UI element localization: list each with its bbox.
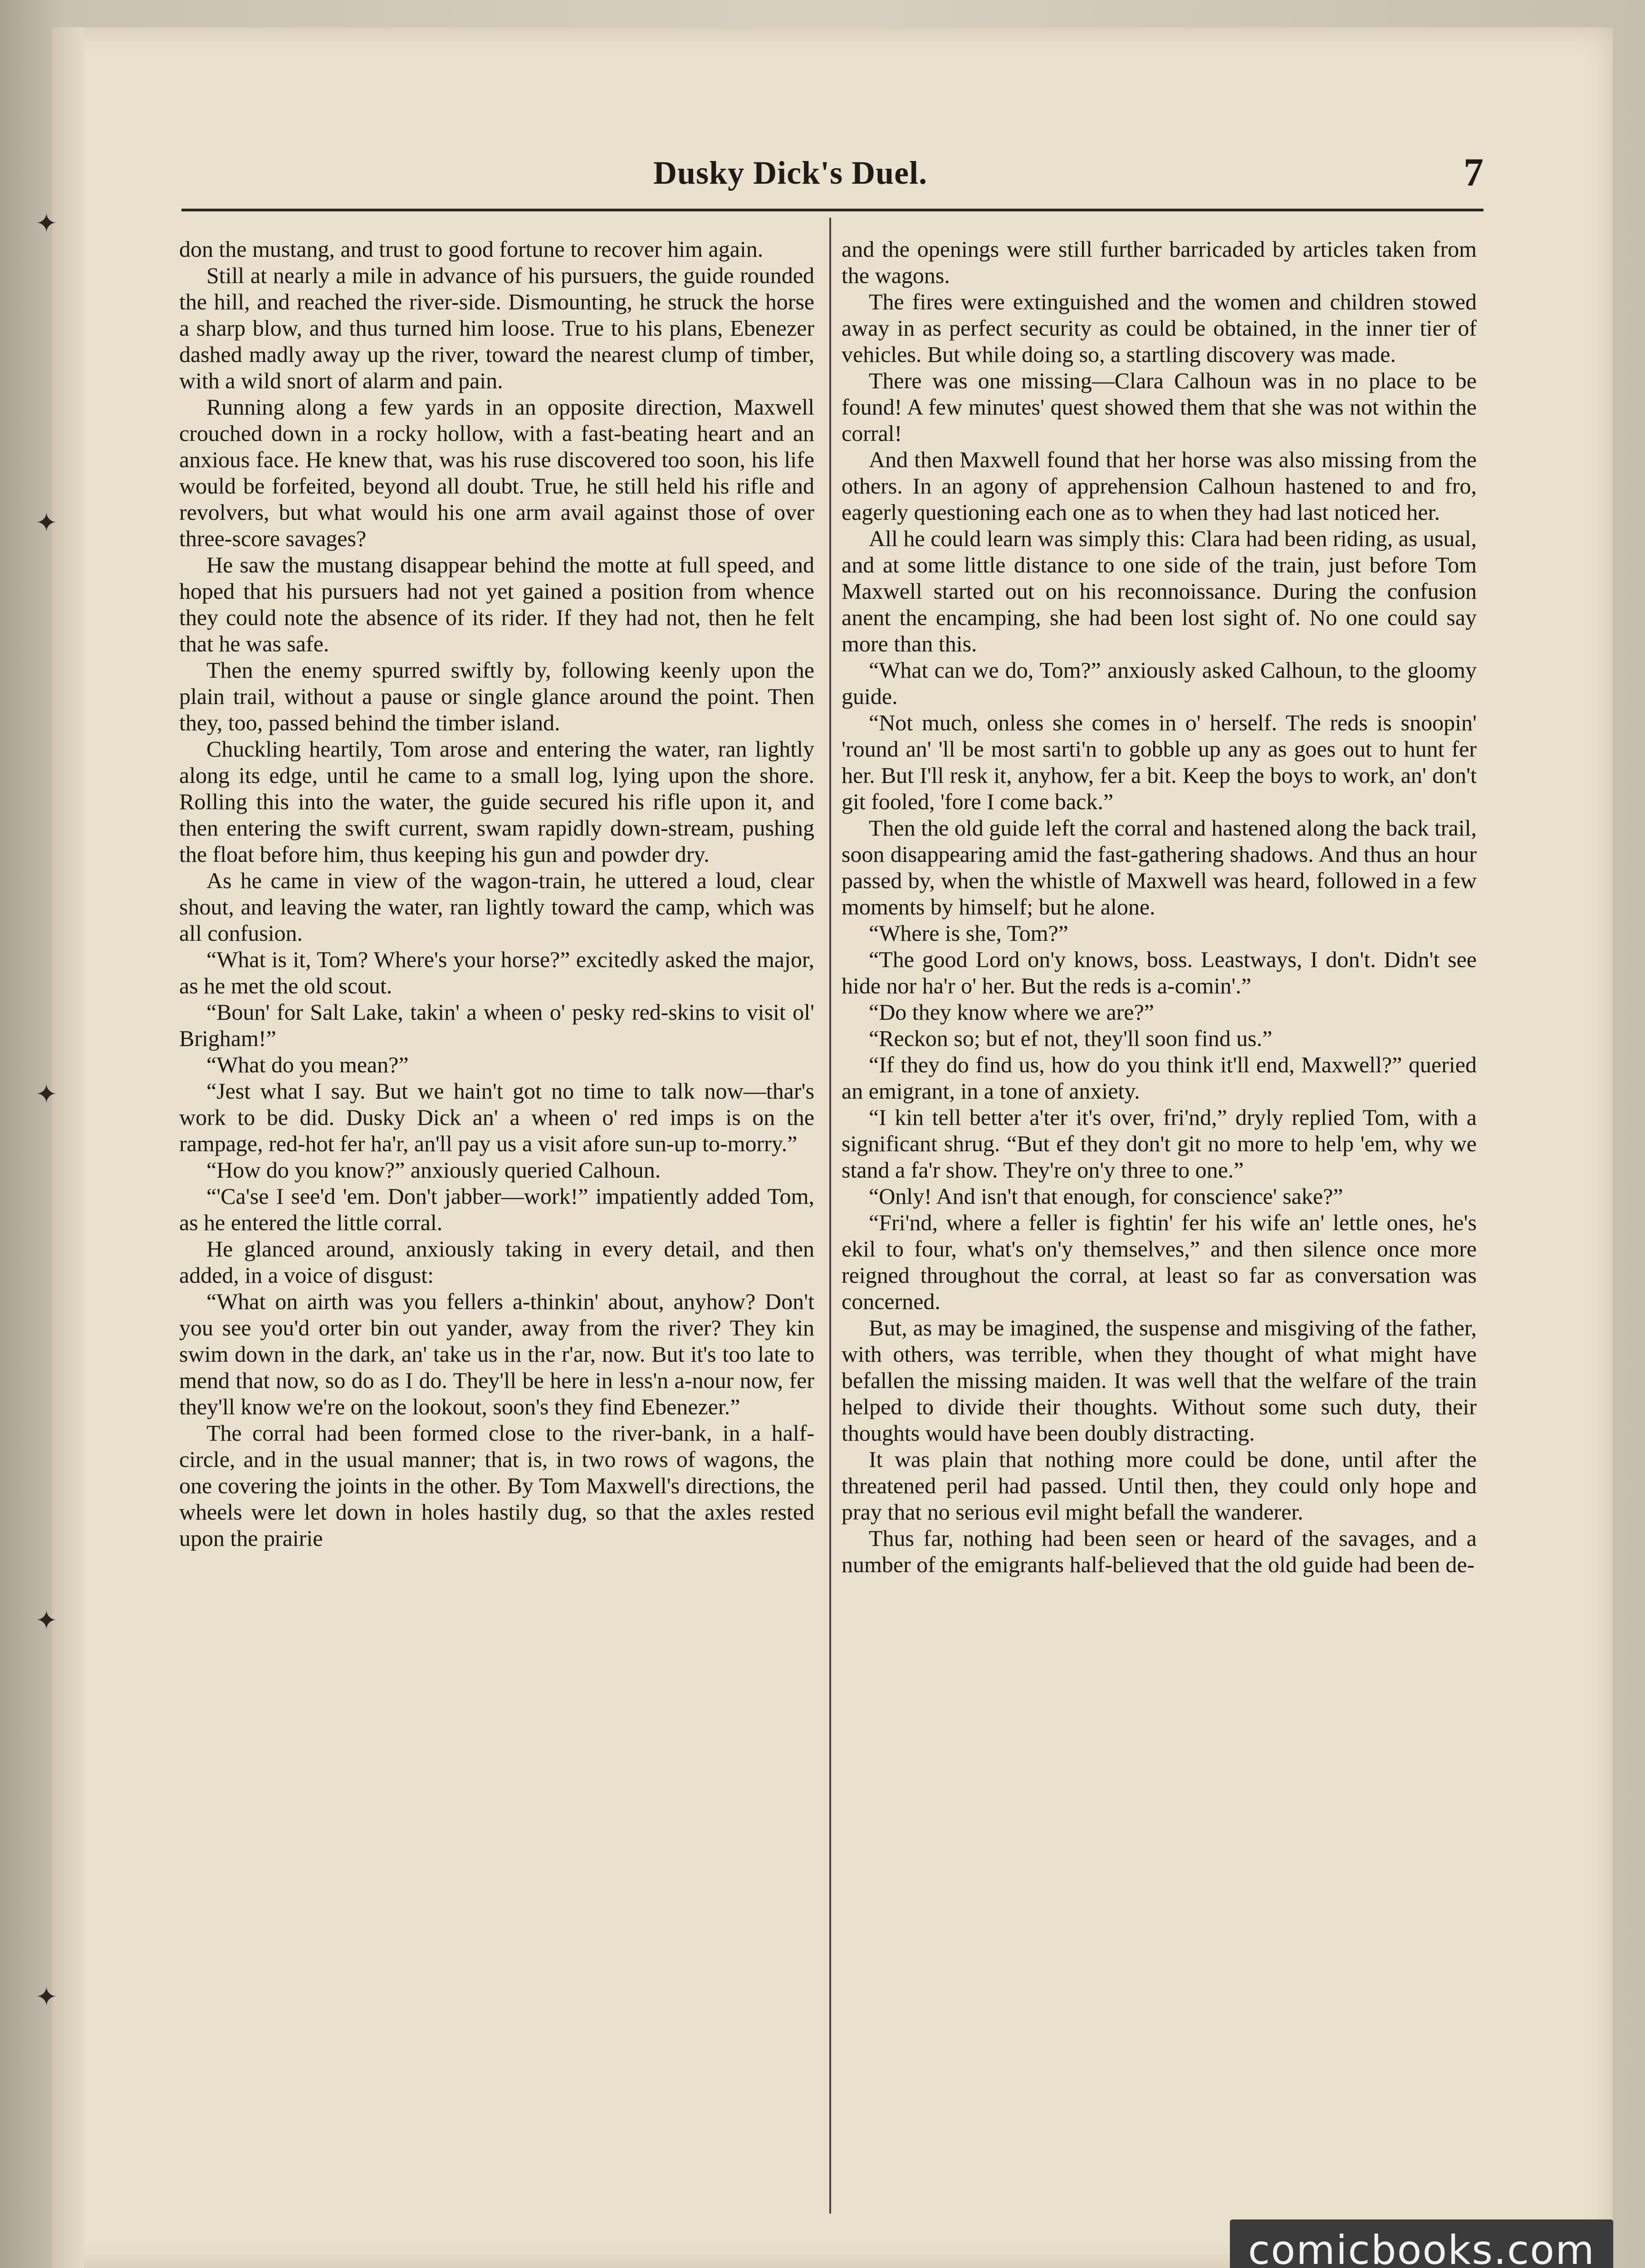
paragraph: “If they do find us, how do you think it'll end, Maxwell?” queried an emigrant, in a tone of anxiety. [842,1052,1477,1104]
paragraph: “Do they know where we are?” [869,999,1154,1025]
binding-stitch-icon: ✦ [35,1079,58,1110]
paragraph: Then the old guide left the corral and hastened along the back trail, soon disappearing amid the fast-gathering shadows. And thus an hour passed by, when the whistle of Maxwell was heard, followed in a few moments by himself; but he alone. [842,815,1477,919]
paragraph: The fires were extinguished and the women and children stowed away in as perfect security as could be obtained, in the inner tier of vehicles. But while doing so, a startling discovery was made. [842,289,1477,367]
paragraph: But, as may be imagined, the suspense and misgiving of the father, with others, was terrible, when they thought of what might have befallen the missing maiden. It was well that the welfare of the train helped to divide their thoughts. Without some such duty, their thoughts would have been doubly distracting. [842,1315,1477,1446]
paragraph: don the mustang, and trust to good fortune to recover him again. [179,236,764,262]
paragraph: and the openings were still further barricaded by articles taken from the wagons. [842,236,1477,288]
paragraph: “Not much, onless she comes in o' herself. The reds is snoopin' 'round an' 'll be most sarti'n to gobble up any as goes out to hunt fer her. But I'll resk it, anyhow, fer a bit. Keep the boys to work, an' don't git fooled, 'fore I come back.” [842,710,1477,814]
page-binding [52,27,84,2268]
paragraph: “'Ca'se I see'd 'em. Don't jabber—work!” impatiently added Tom, as he entered the little corral. [179,1183,814,1235]
left-column [179,236,814,2186]
paragraph: He glanced around, anxiously taking in every detail, and then added, in a voice of disgust: [179,1236,814,1288]
header-rule [181,209,1483,211]
paragraph: “What can we do, Tom?” anxiously asked Calhoun, to the gloomy guide. [842,657,1477,709]
paragraph: There was one missing—Clara Calhoun was in no place to be found! A few minutes' quest showed them that she was not within the corral! [842,368,1477,446]
right-column [842,236,1477,2186]
running-title: Dusky Dick's Duel. [653,155,928,191]
paragraph: All he could learn was simply this: Clara had been riding, as usual, and at some little distance to one side of the train, just before Tom Maxwell started out on his reconnoissance. During the confusion anent the encamping, she had been lost sight of. No one could say more than this. [842,526,1477,656]
paragraph: Chuckling heartily, Tom arose and entering the water, ran lightly along its edge, until he came to a small log, lying upon the shore. Rolling this into the water, the guide secured his rifle upon it, and then entering the swift current, swam rapidly down-stream, pushing the float before him, thus keeping his gun and powder dry. [179,736,814,867]
column-divider [829,218,831,2214]
paragraph: “Reckon so; but ef not, they'll soon find us.” [869,1026,1273,1051]
page-number: 7 [1464,151,1483,195]
site-watermark: comicbooks.com [1230,2219,1613,2268]
paragraph: The corral had been formed close to the river-bank, in a half-circle, and in the usual manner; that is, in two rows of wagons, the one covering the joints in the other. By Tom Maxwell's directions, the wheels were let down in holes hastily dug, so that the axles rested upon the prairie [179,1420,814,1551]
binding-stitch-icon: ✦ [35,1981,58,2012]
paragraph: “The good Lord on'y knows, boss. Leastways, I don't. Didn't see hide nor ha'r o' her. But the reds is a-comin'.” [842,947,1477,998]
paragraph: “Only! And isn't that enough, for conscience' sake?” [869,1183,1343,1209]
binding-stitch-icon: ✦ [35,208,58,239]
paragraph: Then the enemy spurred swiftly by, following keenly upon the plain trail, without a pause or single glance around the point. Then they, too, passed behind the timber island. [179,657,814,735]
paragraph: “Jest what I say. But we hain't got no time to talk now—thar's work to be did. Dusky Dick an' a wheen o' red imps is on the rampage, red-hot fer ha'r, an'll pay us a visit afore sun-up to-morry.” [179,1078,814,1156]
paragraph: It was plain that nothing more could be done, until after the threatened peril had passed. Until then, they could only hope and pray that no serious evil might befall the wanderer. [842,1447,1477,1525]
paragraph: Thus far, nothing had been seen or heard of the savages, and a number of the emigrants half-believed that the old guide had been de- [842,1525,1477,1577]
binding-stitch-icon: ✦ [35,507,58,538]
page-header [181,151,1483,204]
paragraph: As he came in view of the wagon-train, he uttered a loud, clear shout, and leaving the water, ran lightly toward the camp, which was all confusion. [179,868,814,946]
paragraph: “What is it, Tom? Where's your horse?” excitedly asked the major, as he met the old scout. [179,947,814,998]
paragraph: “How do you know?” anxiously queried Calhoun. [206,1157,661,1183]
paragraph: “What on airth was you fellers a-thinkin' about, anyhow? Don't you see you'd orter bin out yander, away from the river? They kin swim down in the dark, an' take us in the r'ar, now. But it's too late to mend that now, so do as I do. They'll be here in less'n a-nour now, fer they'll know we're on the lookout, soon's they find Ebenezer.” [179,1289,814,1419]
binding-stitch-icon: ✦ [35,1605,58,1636]
paragraph: “Fri'nd, where a feller is fightin' fer his wife an' lettle ones, he's ekil to four, what's on'y themselves,” and then silence once more reigned throughout the corral, at least so far as conversation was concerned. [842,1210,1477,1314]
paragraph: “Boun' for Salt Lake, takin' a wheen o' pesky red-skins to visit ol' Brigham!” [179,999,814,1051]
paragraph: “I kin tell better a'ter it's over, fri'nd,” dryly replied Tom, with a significant shrug. “But ef they don't git no more to help 'em, why we stand a fa'r show. They're on'y three to one.” [842,1105,1477,1183]
paragraph: And then Maxwell found that her horse was also missing from the others. In an agony of apprehension Calhoun hastened to and fro, eagerly questioning each one as to when they had last noticed her. [842,447,1477,525]
paragraph: He saw the mustang disappear behind the motte at full speed, and hoped that his pursuers had not yet gained a position from whence they could note the absence of its rider. If they had not, then he felt that he was safe. [179,552,814,656]
paragraph: Running along a few yards in an opposite direction, Maxwell crouched down in a rocky hollow, with a fast-beating heart and an anxious face. He knew that, was his ruse discovered too soon, his life would be forfeited, beyond all doubt. True, he still held his rifle and revolvers, but what would his one arm avail against those of over three-score savages? [179,394,814,551]
paragraph: Still at nearly a mile in advance of his pursuers, the guide rounded the hill, and reached the river-side. Dismounting, he struck the horse a sharp blow, and thus turned him loose. True to his plans, Ebenezer dashed madly away up the river, toward the nearest clump of timber, with a wild snort of alarm and pain. [179,263,814,393]
paragraph: “What do you mean?” [206,1052,409,1077]
paragraph: “Where is she, Tom?” [869,920,1068,946]
